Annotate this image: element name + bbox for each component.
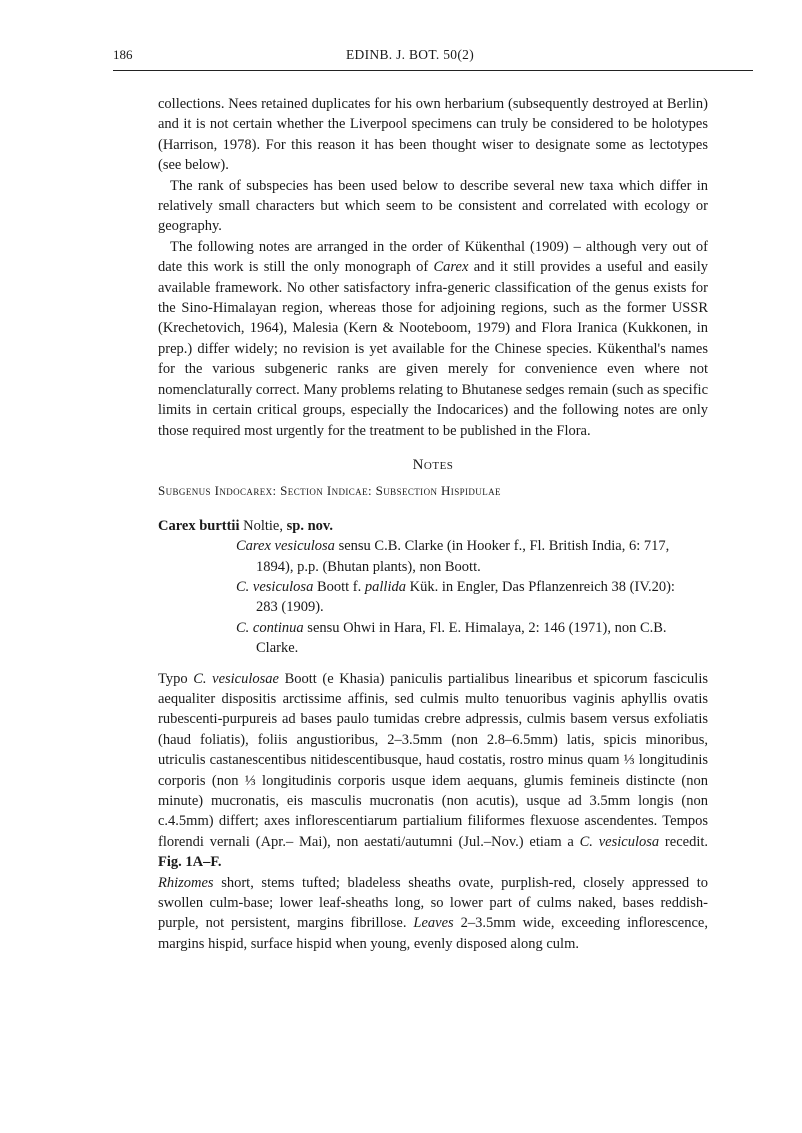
description bbox=[158, 873, 708, 955]
latin-text: Boott (e Khasia) paniculis partialibus linearibus et spicorum fasciculis aequaliter dispositis arctissime affinis, sed culmis multo tenuoribus vaginis aphyllis ovatis rubescenti-purpureis ad bases paulo tumidas crebre adpressis, culmis basem versus exfoliatis (haud foliatis), foliis angustioribus, 2–3.5mm (non 2.8–6.5mm) latis, spicis minoribus, utriculis castanescentibus nitidescentibusque, haud costatis, rostro minus quam ⅓ longitudinis corporis (non ⅓ longitudinis corporis usque idem aequans, glumis femineis distincte (non minute) mucronatis, eis masculis mucronatis (non acutis), usque ad 3.5mm longis (non c.4.5mm) differt; axes inflorescentiarum partialium filiformes flexuose ascendentes. Tempos florendi vernali (Apr.– Mai), non aestati/autumni (Jul.–Nov.) etiam a bbox=[158, 670, 708, 850]
latin-text: recedit. bbox=[659, 833, 709, 850]
synonym bbox=[236, 577, 676, 618]
subgenus-line: Subgenus Indocarex: Section Indicae: Subsection Hispidulae bbox=[158, 483, 501, 499]
paragraph-2: The rank of subspecies has been used below to describe several new taxa which differ in relatively small characters but which seem to be consistent and correlated with ecology or geography. bbox=[158, 177, 708, 235]
latin-taxon: C. vesiculosa bbox=[579, 833, 660, 850]
species-status: sp. nov. bbox=[286, 517, 333, 534]
leaves-text: 2–3.5mm wide, exceeding inflorescence, margins hispid, surface hispid when young, evenly disposed along culm. bbox=[158, 915, 708, 952]
synonym-name: Carex vesiculosa bbox=[236, 538, 335, 555]
synonym-list bbox=[236, 536, 676, 658]
synonym-name: C. continua bbox=[236, 619, 304, 636]
paragraph-1: collections. Nees retained duplicates for his own herbarium (subsequently destroyed at Berlin) and it is not certain whether the Liverpool specimens can truly be considered to be holotypes (Harrison, 1978). For this reason it has been thought wiser to designate some as lectotypes (see below). bbox=[158, 96, 708, 174]
rhizomes-text: short, stems tufted; bladeless sheaths ovate, purplish-red, closely appressed to swollen culm-base; lower leaf-sheaths long, so lower part of culms naked, bases reddish-purple, not persistent, margins fibrillose. bbox=[158, 874, 708, 932]
genus-carex: Carex bbox=[433, 259, 469, 276]
paragraph-3-text-b: and it still provides a useful and easily available framework. No other satisfactory infra-generic classification of the genus exists for the Sino-Himalayan region, whereas those for adjoining regions, such as the former USSR (Krechetovich, 1964), Malesia (Kern & Nooteboom, 1979) and Flora Iranica (Kukkonen, in prep.) differ widely; no revision is yet available for the Chinese species. Kükenthal's names for the various subgeneric ranks are given merely for convenience even where not nomenclaturally correct. Many problems relating to Bhutanese sedges remain (such as specific limits in certain critical groups, especially the Indocarices) and the following notes are only those required most urgently for the treatment to be published in the Flora. bbox=[158, 259, 708, 439]
synonym-name: C. vesiculosa bbox=[236, 578, 314, 595]
rhizomes-label: Rhizomes bbox=[158, 874, 214, 891]
synonym-author: Boott f. bbox=[313, 578, 365, 595]
species-author: Noltie, bbox=[243, 517, 283, 534]
synonym bbox=[236, 536, 676, 577]
latin-taxon: C. vesiculosae bbox=[193, 670, 279, 687]
header-rule bbox=[113, 70, 753, 71]
species-title bbox=[158, 516, 708, 536]
figure-reference: Fig. 1A–F. bbox=[158, 854, 222, 871]
latin-text: Typo bbox=[158, 670, 194, 687]
synonym-variety: pallida bbox=[364, 578, 406, 595]
synonym-citation: sensu C.B. Clarke (in Hooker f., Fl. British India, 6: 717, 1894), p.p. (Bhutan plants), non Boott. bbox=[256, 538, 670, 575]
notes-heading: Notes bbox=[412, 456, 454, 473]
synonym bbox=[236, 618, 676, 659]
synonym-citation: sensu Ohwi in Hara, Fl. E. Himalaya, 2: 146 (1971), non C.B. Clarke. bbox=[256, 619, 667, 657]
species-name: Carex burttii bbox=[158, 517, 240, 534]
page-number: 186 bbox=[113, 47, 133, 62]
running-head: EDINB. J. BOT. 50(2) bbox=[346, 47, 474, 62]
paragraph-3-text-a: The following notes are arranged in the order of Kükenthal (1909) – although very out of date this work is still the only monograph of bbox=[158, 238, 708, 276]
paragraph-3 bbox=[158, 237, 708, 441]
body-text bbox=[158, 94, 708, 954]
synonym-citation: Kük. in Engler, Das Pflanzenreich 38 (IV.20): 283 (1909). bbox=[256, 578, 675, 616]
leaves-label: Leaves bbox=[413, 915, 454, 932]
latin-diagnosis bbox=[158, 669, 708, 873]
